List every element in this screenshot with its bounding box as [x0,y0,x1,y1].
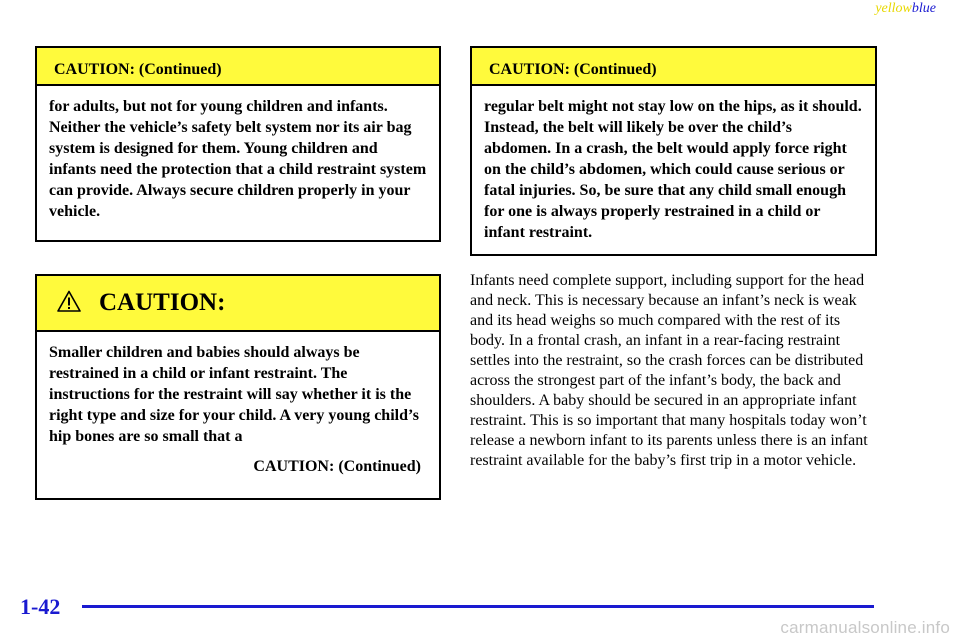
caution-box-continued-left [35,46,441,242]
corner-label-yellow: yellow [875,1,912,16]
caution-continued-label: CAUTION: (Continued) [253,458,421,475]
caution-box-continued-right [470,46,877,256]
caution-header-main [37,276,439,332]
caution-body-text: for adults, but not for young children and infants. Neither the vehicle’s safety belt system nor its air bag system is designed for them. Young children and infants need the protection that a child restraint system can provide. Always secure children properly in your vehicle. [49,98,427,220]
page-number: 1-42 [20,594,61,619]
caution-box-main [35,274,441,500]
corner-label-blue: blue [911,1,936,16]
corner-label [875,1,936,17]
caution-title: CAUTION: [99,289,226,316]
footer-divider [82,605,874,608]
watermark: carmanualsonline.info [780,618,950,637]
body-paragraph: Infants need complete support, including support for the head and neck. This is necessary because an infant’s neck is weak and its head weighs so much compared with the rest of its body. In a frontal crash, an infant in a rear-facing restraint settles into the restraint, so the crash forces can be distributed across the strongest part of the infant’s body, the back and shoulders. A baby should be secured in an appropriate infant restraint. This is so important that many hospitals today won’t release a newborn infant to its parents unless there is an infant restraint available for the baby’s first trip in a motor vehicle. [470,272,868,469]
caution-body-text: regular belt might not stay low on the hips, as it should. Instead, the belt will likely be over the child’s abdomen. In a crash, the belt would apply force right on the child’s abdomen, which could cause serious or fatal injuries. So, be sure that any child small enough for one is always properly restrained in a child or infant restraint. [484,98,862,241]
caution-header: CAUTION: (Continued) [472,48,875,86]
warning-triangle-icon [57,290,81,317]
caution-header: CAUTION: (Continued) [37,48,439,86]
caution-body-text: Smaller children and babies should always be restrained in a child or infant restraint. The instructions for the restraint will say whether it is the right type and size for your child. A very young child’s hip bones are so small that a [49,344,419,445]
